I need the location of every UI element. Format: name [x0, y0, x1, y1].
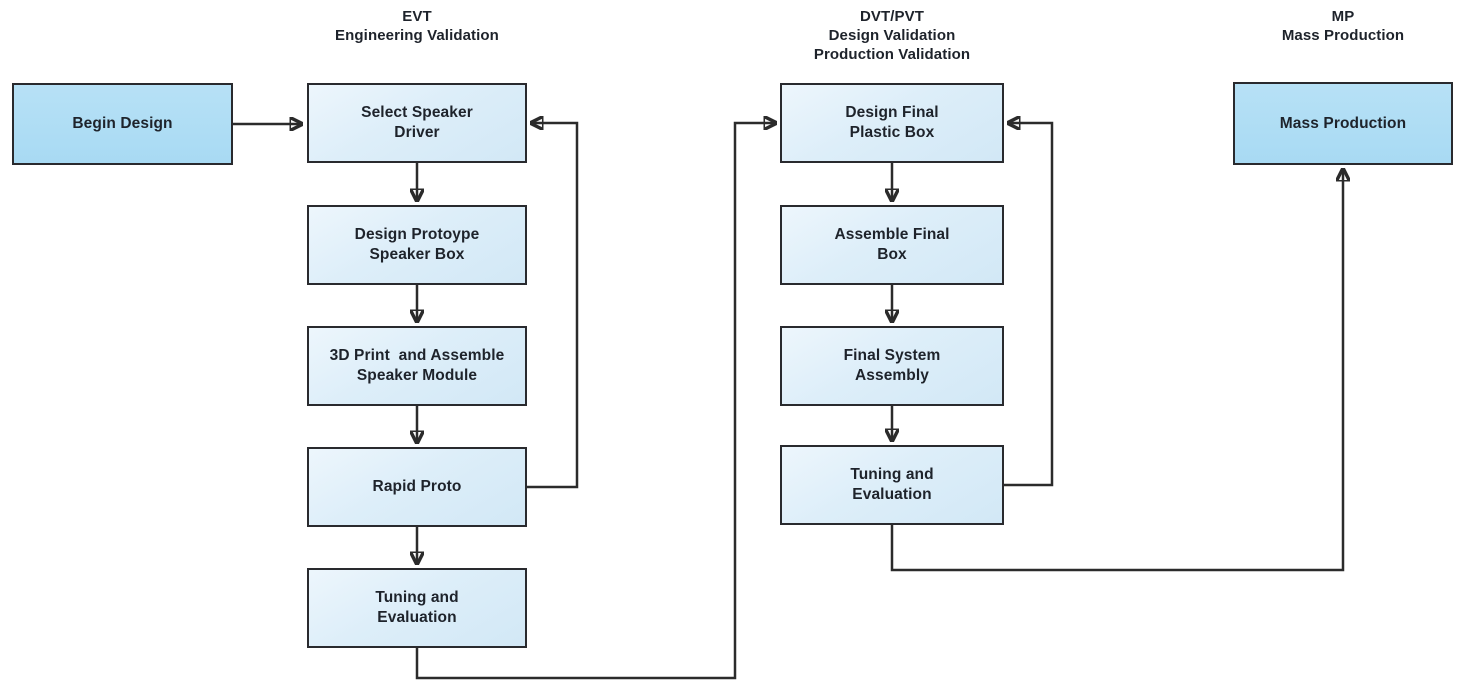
node-mass-production: Mass Production: [1233, 82, 1453, 165]
node-dvt-tuning-and-evaluation: Tuning and Evaluation: [780, 445, 1004, 525]
phase-header-mp: MP Mass Production: [1281, 8, 1405, 44]
phase-header-evt: EVT Engineering Validation: [335, 8, 499, 44]
node-begin-design: Begin Design: [12, 83, 233, 165]
node-assemble-final-box: Assemble Final Box: [780, 205, 1004, 285]
edge-rapid-proto-feedback-to-select: [527, 123, 577, 487]
node-design-final-plastic-box: Design Final Plastic Box: [780, 83, 1004, 163]
node-rapid-proto: Rapid Proto: [307, 447, 527, 527]
node-final-system-assembly: Final System Assembly: [780, 326, 1004, 406]
node-select-speaker-driver: Select Speaker Driver: [307, 83, 527, 163]
phase-header-dvt-pvt: DVT/PVT Design Validation Production Validation: [813, 8, 971, 63]
edge-dvt-tuning-feedback-to-design-final: [1004, 123, 1052, 485]
node-evt-tuning-and-evaluation: Tuning and Evaluation: [307, 568, 527, 648]
node-3d-print-and-assemble-speaker-module: 3D Print and Assemble Speaker Module: [307, 326, 527, 406]
node-design-prototype-speaker-box: Design Protoype Speaker Box: [307, 205, 527, 285]
